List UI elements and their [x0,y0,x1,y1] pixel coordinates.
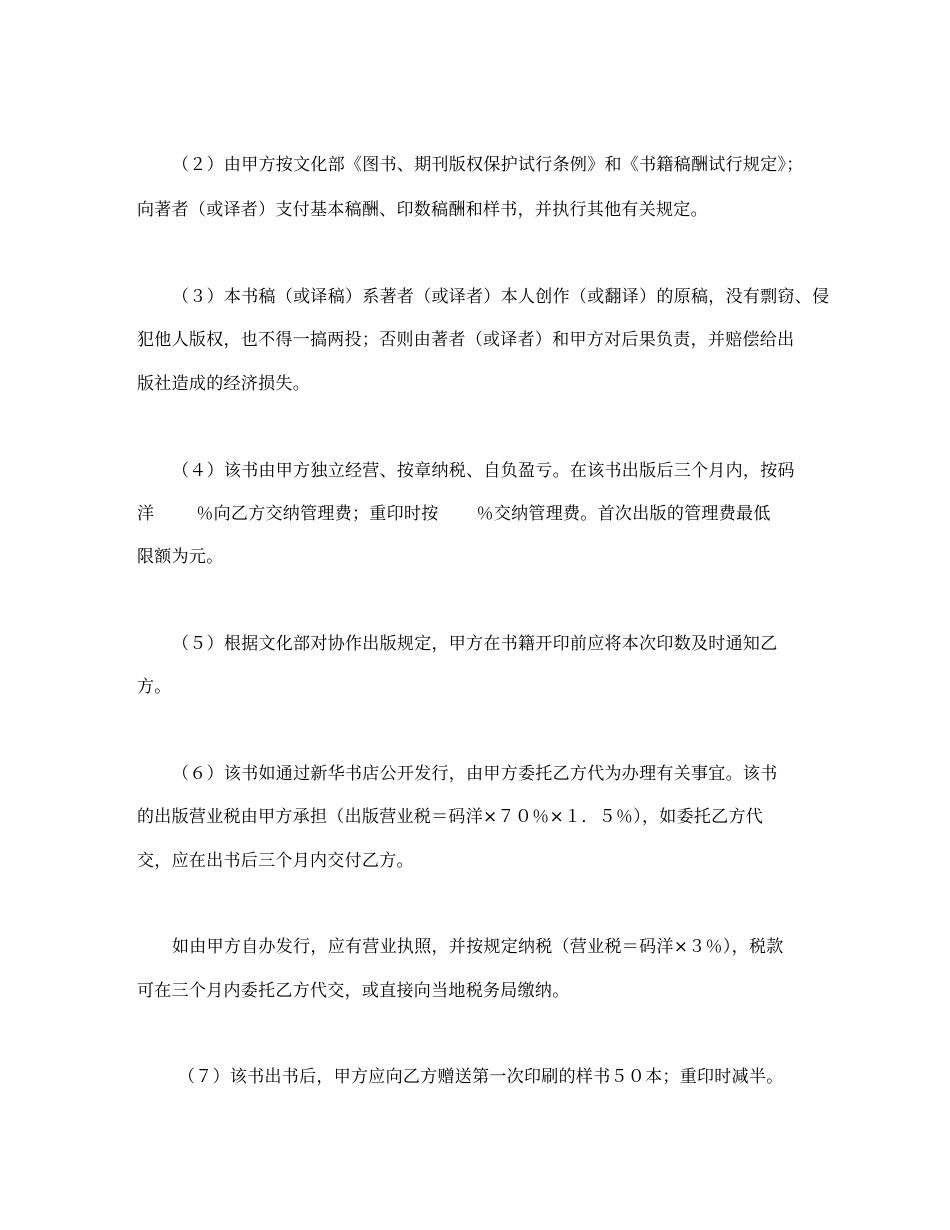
clause-3-line-1: （３）本书稿（或译稿）系著者（或译者）本人创作（或翻译）的原稿，没有剽窃、侵 [172,287,830,307]
clause-3-line-3: 版社造成的经济损失。 [137,374,310,394]
clause-4-line-1: （４）该书由甲方独立经营、按章纳税、自负盈亏。在该书出版后三个月内，按码 [172,461,795,481]
clause-4-line-2-part-3: ％交纳管理费。首次出版的管理费最低 [476,504,771,524]
clause-6b-line-1: 如由甲方自办发行，应有营业执照，并按规定纳税（营业税＝码洋×３％），税款 [172,937,784,957]
clause-6-line-1: （６）该书如通过新华书店公开发行，由甲方委托乙方代为办理有关事宜。该书 [172,764,778,784]
clause-4-line-2-part-1: 洋 [137,504,155,524]
clause-5-line-1: （５）根据文化部对协作出版规定，甲方在书籍开印前应将本次印数及时通知乙 [172,634,778,654]
clause-6b-line-2: 可在三个月内委托乙方代交，或直接向当地税务局缴纳。 [137,981,570,1001]
clause-6-line-2: 的出版营业税由甲方承担（出版营业税＝码洋×７０％×１．５％），如委托乙方代 [137,807,764,827]
clause-3-line-2: 犯他人版权，也不得一搞两投；否则由著者（或译者）和甲方对后果负责，并赔偿给出 [137,330,795,350]
clause-7-line-1: （７）该书出书后，甲方应向乙方赠送第一次印刷的样书５０本；重印时减半。 [178,1067,784,1087]
clause-5-line-2: 方。 [137,677,172,697]
clause-2-line-2: 向著者（或译者）支付基本稿酬、印数稿酬和样书，并执行其他有关规定。 [137,200,708,220]
clause-4-line-2-part-2: ％向乙方交纳管理费；重印时按 [196,504,439,524]
clause-6-line-3: 交，应在出书后三个月内交付乙方。 [137,851,414,871]
clause-4-line-3: 限额为元。 [137,547,224,567]
clause-4-line-2 [137,504,827,524]
clause-2-line-1: （２）由甲方按文化部《图书、期刊版权保护试行条例》和《书籍稿酬试行规定》； [172,155,804,175]
